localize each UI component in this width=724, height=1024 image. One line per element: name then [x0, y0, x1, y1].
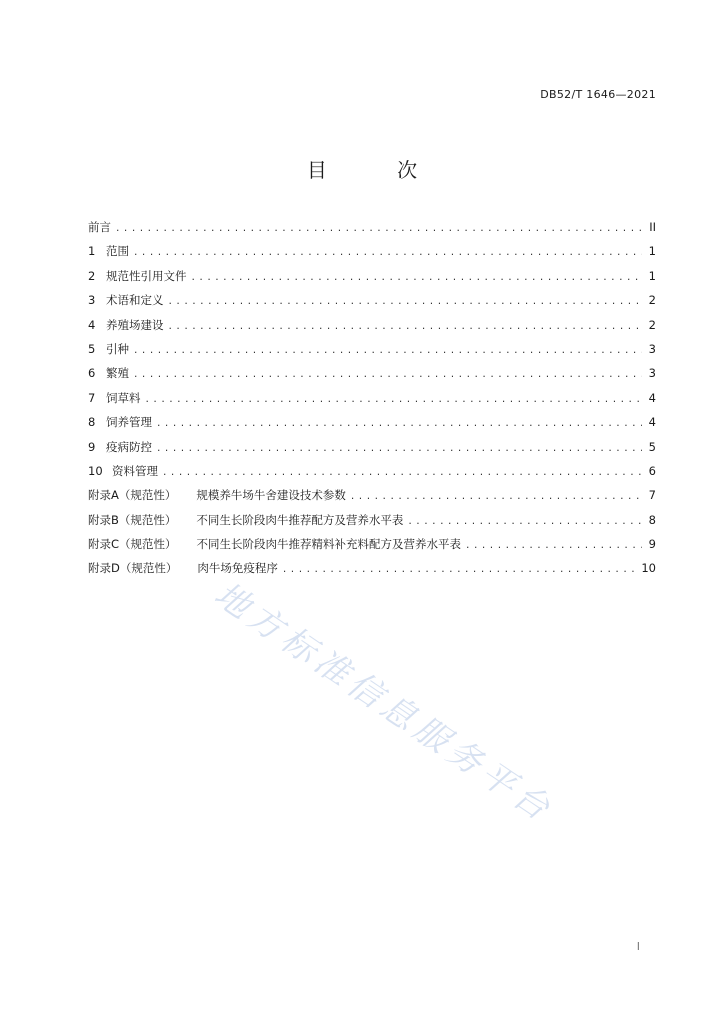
toc-entry-page: 1	[648, 244, 656, 259]
toc-leader-dots	[465, 541, 642, 551]
page-number: I	[636, 940, 640, 953]
toc-entry-page: II	[649, 220, 656, 234]
toc-entry-label: 术语和定义	[106, 293, 164, 308]
toc-leader-dots	[350, 492, 642, 502]
toc-appendix-title: 不同生长阶段肉牛推荐精料补充料配方及营养水平表	[196, 537, 462, 552]
toc-entry-label: 养殖场建设	[106, 317, 164, 332]
toc-entry-page: 10	[641, 561, 656, 576]
toc-entry-page: 4	[648, 415, 656, 430]
toc-leader-dots	[133, 346, 642, 356]
toc-leader-dots	[282, 565, 638, 575]
toc-entry-number: 9	[88, 439, 96, 454]
toc-appendix-d[interactable]	[88, 560, 656, 584]
toc-leader-dots	[168, 297, 643, 307]
toc-leader-dots	[168, 322, 643, 332]
toc-entry-label: 前言	[88, 220, 111, 234]
toc-entry-10[interactable]	[88, 463, 656, 487]
toc-leader-dots	[156, 444, 642, 454]
toc-leader-dots	[133, 248, 642, 258]
toc-entry-page: 6	[648, 463, 656, 478]
toc-entry-2[interactable]	[88, 268, 656, 292]
toc-entry-label: 规范性引用文件	[106, 268, 187, 283]
toc-leader-dots	[133, 370, 642, 380]
toc-leader-dots	[191, 273, 643, 283]
toc-leader-dots	[407, 517, 642, 527]
toc-entry-8[interactable]	[88, 414, 656, 438]
toc-leader-dots	[115, 224, 642, 234]
page-title: 目 次	[306, 158, 450, 182]
toc-entry-5[interactable]	[88, 341, 656, 365]
toc-entry-page: 2	[648, 293, 656, 308]
toc-entry-foreword[interactable]	[88, 219, 656, 243]
toc-appendix-title: 不同生长阶段肉牛推荐配方及营养水平表	[196, 512, 404, 527]
toc-leader-dots	[156, 419, 642, 429]
toc-appendix-title: 肉牛场免疫程序	[197, 561, 278, 576]
toc-entry-page: 8	[648, 512, 656, 527]
toc-entry-page: 9	[648, 537, 656, 552]
toc-entry-number: 5	[88, 341, 96, 356]
toc-entry-label: 疫病防控	[106, 439, 152, 454]
toc-entry-label: 范围	[106, 244, 129, 259]
watermark: 地方标准信息服务平台	[207, 574, 562, 832]
toc-entry-page: 5	[648, 439, 656, 454]
toc-appendix-c[interactable]	[88, 536, 656, 560]
table-of-contents	[88, 219, 656, 585]
toc-entry-label: 繁殖	[106, 366, 129, 381]
toc-entry-page: 1	[648, 268, 656, 283]
toc-appendix-a[interactable]	[88, 487, 656, 511]
toc-entry-page: 3	[648, 341, 656, 356]
toc-appendix-label: 附录A（规范性）	[88, 488, 177, 503]
toc-entry-number: 2	[88, 268, 96, 283]
toc-entry-label: 饲养管理	[106, 415, 152, 430]
toc-entry-number: 8	[88, 415, 96, 430]
toc-entry-number: 4	[88, 317, 96, 332]
toc-entry-1[interactable]	[88, 243, 656, 267]
toc-entry-page: 7	[648, 488, 656, 503]
toc-entry-label: 资料管理	[112, 463, 158, 478]
toc-appendix-title: 规模养牛场牛舍建设技术参数	[196, 488, 346, 503]
toc-entry-page: 2	[648, 317, 656, 332]
toc-entry-number: 1	[88, 244, 96, 259]
toc-entry-9[interactable]	[88, 439, 656, 463]
toc-appendix-label: 附录B（规范性）	[88, 512, 177, 527]
toc-entry-page: 3	[648, 366, 656, 381]
doc-code: DB52/T 1646—2021	[540, 88, 656, 101]
toc-entry-number: 6	[88, 366, 96, 381]
toc-appendix-b[interactable]	[88, 512, 656, 536]
toc-leader-dots	[162, 468, 642, 478]
toc-entry-page: 4	[648, 390, 656, 405]
toc-entry-4[interactable]	[88, 317, 656, 341]
toc-entry-label: 引种	[106, 341, 129, 356]
toc-entry-6[interactable]	[88, 365, 656, 389]
toc-entry-7[interactable]	[88, 390, 656, 414]
toc-entry-number: 3	[88, 293, 96, 308]
toc-appendix-label: 附录C（规范性）	[88, 537, 177, 552]
toc-appendix-label: 附录D（规范性）	[88, 561, 178, 576]
toc-leader-dots	[145, 395, 643, 405]
toc-entry-3[interactable]	[88, 292, 656, 316]
toc-entry-label: 饲草料	[106, 390, 141, 405]
toc-entry-number: 10	[88, 463, 103, 478]
toc-entry-number: 7	[88, 390, 96, 405]
